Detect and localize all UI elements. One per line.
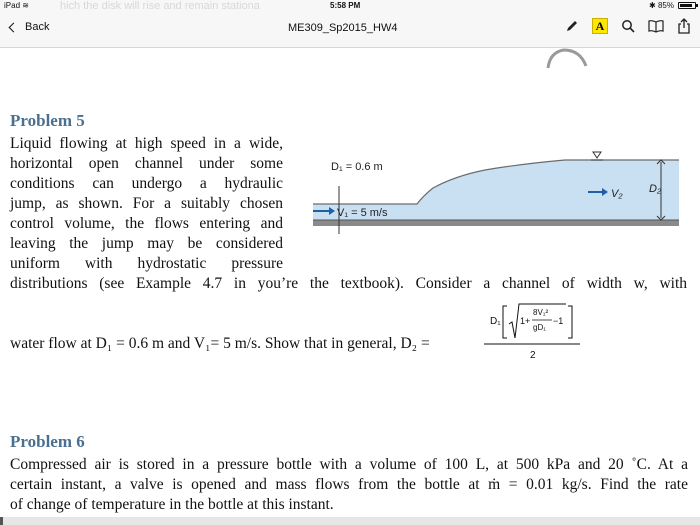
problem-5-line-7: uniform with hydrostatic pressure <box>10 255 283 272</box>
d1-label: D₁ = 0.6 m <box>331 161 383 173</box>
nav-bar <box>0 12 700 48</box>
back-label: Back <box>25 21 50 33</box>
back-button[interactable] <box>6 21 49 33</box>
d2-label: D₂ <box>649 183 662 195</box>
problem-5-line-5: control volume, the flows entering and <box>10 215 283 232</box>
search-icon[interactable] <box>620 18 636 34</box>
document-page <box>0 48 700 525</box>
channel-bed <box>313 220 679 226</box>
document-title: ME309_Sp2015_HW4 <box>288 22 398 34</box>
formula-numerator: 8V₁² <box>533 308 549 317</box>
problem-5-line-8: distributions (see Example 4.7 in you’re the textbook). Consider a channel of width w, with <box>10 275 687 292</box>
d2-formula <box>480 298 590 364</box>
pen-icon[interactable] <box>564 18 580 34</box>
toolbar <box>564 18 692 34</box>
formula-minus-one: −1 <box>553 316 564 326</box>
clock: 5:58 PM <box>330 1 361 10</box>
chevron-left-icon <box>9 22 19 32</box>
status-bar <box>0 0 700 12</box>
share-icon[interactable] <box>676 18 692 34</box>
problem-6-line-3: of change of temperature in the bottle at this instant. <box>10 496 334 513</box>
battery-percent: ✱ 85% <box>649 1 674 10</box>
problem-5-line-4: jump, as shown. For a suitably chosen <box>10 195 283 212</box>
device-label: iPad ≋ <box>4 1 29 10</box>
scribble-mark <box>540 48 600 70</box>
problem-5-line-1: Liquid flowing at high speed in a wide, <box>10 135 283 152</box>
problem-5-line-6: leaving the jump may be considered <box>10 235 283 252</box>
page-scroll-indicator[interactable] <box>0 517 700 525</box>
problem-5-equation-line: water flow at D₁ = 0.6 m and V₁= 5 m/s. Show that in general, D₂ = <box>10 335 430 352</box>
book-icon[interactable] <box>648 18 664 34</box>
problem-6-title: Problem 6 <box>10 432 85 451</box>
problem-6-line-2: certain instant, a valve is opened and mass flows from the bottle at ṁ = 0.01 kg/s. Find the rate <box>10 476 688 493</box>
v2-label: V₂ <box>611 188 623 200</box>
problem-6-line-1: Compressed air is stored in a pressure bottle with a volume of 100 L, at 500 kPa and 20 ˚C. At a <box>10 456 688 473</box>
v1-label: V₁ = 5 m/s <box>337 207 388 219</box>
formula-one-plus: 1+ <box>520 316 531 326</box>
annotation-button[interactable]: A <box>592 18 608 34</box>
background-ghost-text: hich the disk will rise and remain stationa <box>60 0 260 12</box>
formula-divisor: 2 <box>530 350 536 361</box>
problem-5-line-3: conditions can undergo a hydraulic <box>10 175 283 192</box>
hydraulic-jump-figure <box>305 148 690 248</box>
battery-icon <box>678 2 696 9</box>
formula-d1: D₁ <box>490 316 501 327</box>
formula-denominator: gD₁ <box>533 323 546 332</box>
problem-5-line-2: horizontal open channel under some <box>10 155 283 172</box>
problem-5-title: Problem 5 <box>10 111 85 130</box>
